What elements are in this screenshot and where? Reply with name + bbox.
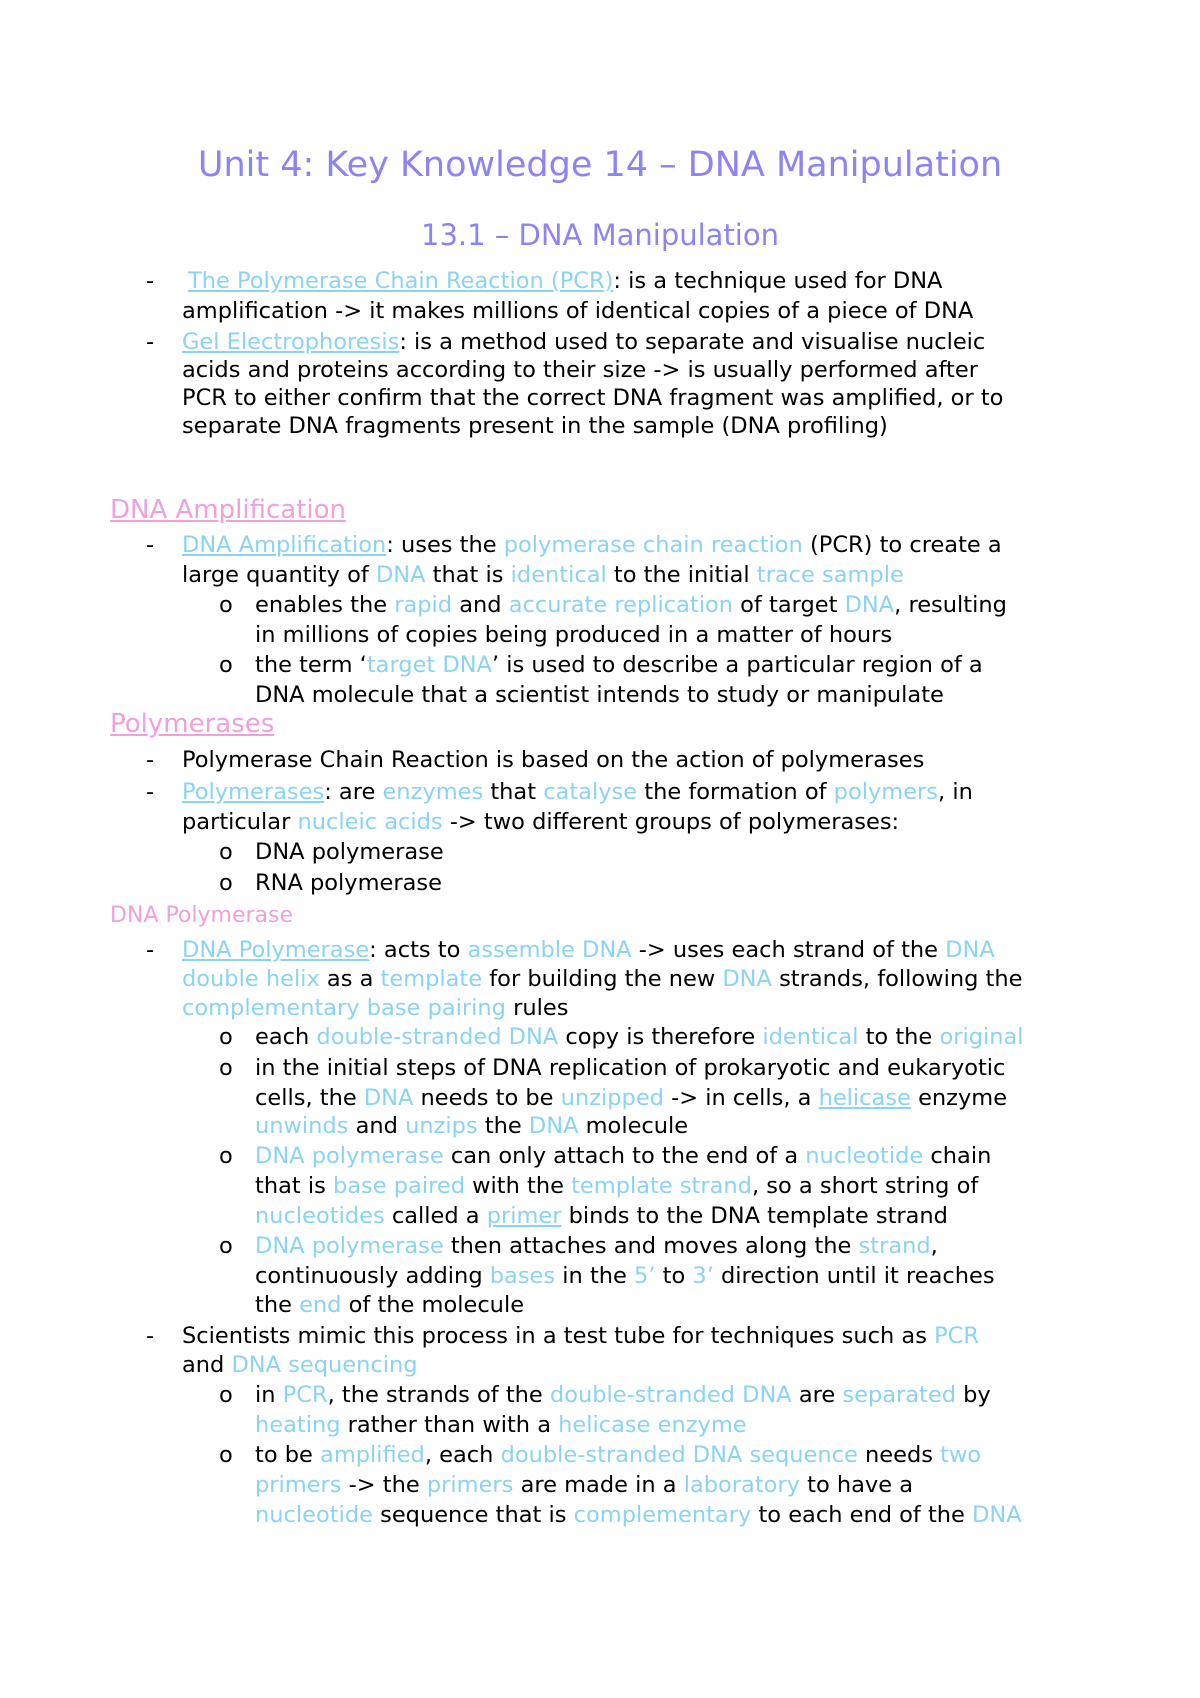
- keyword: nucleotide: [805, 1143, 924, 1169]
- text-run: needs: [857, 1442, 941, 1468]
- text-run: that is: [425, 562, 511, 588]
- keyword: unwinds: [255, 1113, 349, 1139]
- keyword: template strand: [571, 1173, 752, 1199]
- text-run: the formation of: [637, 779, 834, 805]
- text-run: binds to the DNA template strand: [561, 1203, 948, 1229]
- keyword: nucleotides: [255, 1203, 385, 1229]
- dash-bullet: -: [146, 329, 155, 355]
- text-run: enables the: [255, 592, 395, 618]
- gel-definition-line: [182, 327, 985, 357]
- text-run: enzyme: [910, 1085, 1008, 1111]
- text-run: then attaches and moves along the: [443, 1233, 859, 1259]
- text-run: each: [255, 1024, 317, 1050]
- text-run: : is a method used to separate and visualise nucleic: [399, 329, 986, 355]
- sub-point-line: [255, 1201, 948, 1231]
- heading-dna-amplification: DNA Amplification: [110, 495, 346, 525]
- keyword: DNA polymerase: [255, 1233, 444, 1259]
- text-run: rather than with a: [340, 1412, 559, 1438]
- sub-point-line: DNA polymerase: [255, 839, 444, 865]
- circle-bullet: o: [219, 1055, 233, 1081]
- gel-definition-line: acids and proteins according to their size -> is usually performed after: [182, 357, 978, 383]
- keyword: helicase: [818, 1085, 911, 1111]
- text-run: : are: [324, 779, 383, 805]
- text-run: particular: [182, 809, 298, 835]
- keyword: polymerase chain reaction: [503, 532, 803, 558]
- sub-point-line: [255, 1261, 995, 1291]
- dna-polymerase-point-line: [182, 935, 995, 965]
- heading-polymerases: Polymerases: [110, 709, 275, 739]
- sub-point-line: RNA polymerase: [255, 870, 442, 896]
- keyword: target DNA: [366, 652, 492, 678]
- circle-bullet: o: [219, 1143, 233, 1169]
- keyword: double-stranded DNA: [549, 1382, 792, 1408]
- dash-bullet: -: [146, 747, 155, 773]
- circle-bullet: o: [219, 1382, 233, 1408]
- text-run: to be: [255, 1442, 321, 1468]
- text-run: direction until it reaches: [713, 1263, 995, 1289]
- text-run: -> in cells, a: [663, 1085, 819, 1111]
- dna-polymerase-point-line: [182, 1350, 418, 1380]
- keyword: identical: [510, 562, 607, 588]
- text-run: in: [255, 1382, 283, 1408]
- keyword: DNA: [972, 1502, 1022, 1528]
- keyword: trace sample: [756, 562, 904, 588]
- text-run: copy is therefore: [558, 1024, 763, 1050]
- sub-point-line: [255, 1231, 938, 1261]
- text-run: sequence that is: [372, 1502, 574, 1528]
- sub-point-line: [255, 1470, 913, 1500]
- text-run: to: [655, 1263, 693, 1289]
- text-run: large quantity of: [182, 562, 376, 588]
- keyword: laboratory: [683, 1472, 800, 1498]
- dash-bullet: -: [146, 779, 155, 805]
- keyword: unzipped: [560, 1085, 664, 1111]
- text-run: of target: [733, 592, 845, 618]
- sub-point-line: [255, 1290, 524, 1320]
- sub-point-line: in millions of copies being produced in a matter of hours: [255, 622, 893, 648]
- pcr-term: The Polymerase Chain Reaction (PCR): [188, 268, 614, 294]
- keyword: nucleotide: [255, 1502, 373, 1528]
- text-run: -> the: [341, 1472, 427, 1498]
- keyword: catalyse: [543, 779, 638, 805]
- keyword: complementary: [573, 1502, 752, 1528]
- text-run: that: [483, 779, 544, 805]
- keyword: complementary base pairing: [182, 995, 506, 1021]
- keyword: PCR: [934, 1323, 980, 1349]
- keyword: identical: [762, 1024, 859, 1050]
- text-run: to the initial: [606, 562, 757, 588]
- sub-point-line: [255, 1083, 1007, 1113]
- keyword: PCR: [282, 1382, 328, 1408]
- keyword: amplified: [320, 1442, 425, 1468]
- text-run: -> two different groups of polymerases:: [442, 809, 900, 835]
- keyword: base paired: [332, 1173, 465, 1199]
- keyword: DNA: [375, 562, 426, 588]
- circle-bullet: o: [219, 652, 233, 678]
- amplification-definition-line: [182, 560, 904, 590]
- text-run: continuously adding: [255, 1263, 490, 1289]
- text-run: : acts to: [369, 937, 468, 963]
- polymerases-point-line: Polymerase Chain Reaction is based on the action of polymerases: [182, 747, 925, 773]
- polymerases-point-line: [182, 807, 899, 837]
- circle-bullet: o: [219, 1442, 233, 1468]
- text-run: to have a: [799, 1472, 914, 1498]
- keyword: double helix: [182, 966, 320, 992]
- keyword: enzymes: [382, 779, 484, 805]
- circle-bullet: o: [219, 592, 233, 618]
- pcr-definition-line: [188, 266, 942, 296]
- keyword: DNA: [945, 937, 995, 963]
- circle-bullet: o: [219, 1024, 233, 1050]
- text-run: (PCR) to create a: [802, 532, 1002, 558]
- text-run: in the: [555, 1263, 635, 1289]
- text-run: , so a short string of: [751, 1173, 979, 1199]
- pcr-definition-line: amplification -> it makes millions of identical copies of a piece of DNA: [182, 298, 974, 324]
- keyword: 5’: [634, 1263, 656, 1289]
- term: DNA Polymerase: [182, 937, 370, 963]
- gel-term: Gel Electrophoresis: [182, 329, 400, 355]
- sub-point-line: [255, 1410, 747, 1440]
- keyword: DNA: [722, 966, 772, 992]
- text-run: called a: [384, 1203, 487, 1229]
- text-run: that is: [255, 1173, 333, 1199]
- circle-bullet: o: [219, 870, 233, 896]
- circle-bullet: o: [219, 839, 233, 865]
- keyword: strand: [858, 1233, 931, 1259]
- text-run: -> uses each strand of the: [631, 937, 946, 963]
- page-title: Unit 4: Key Knowledge 14 – DNA Manipulation: [197, 145, 1003, 185]
- keyword: template: [380, 966, 483, 992]
- text-run: can only attach to the end of a: [443, 1143, 806, 1169]
- sub-point-line: [255, 1440, 981, 1470]
- keyword: primers: [426, 1472, 514, 1498]
- sub-point-line: [255, 650, 983, 680]
- circle-bullet: o: [219, 1233, 233, 1259]
- term: Polymerases: [182, 779, 325, 805]
- text-run: , in: [938, 779, 973, 805]
- text-run: by: [956, 1382, 991, 1408]
- text-run: with the: [464, 1173, 572, 1199]
- dash-bullet: -: [146, 268, 155, 294]
- keyword: bases: [489, 1263, 556, 1289]
- text-run: the term ‘: [255, 652, 367, 678]
- keyword: original: [939, 1024, 1024, 1050]
- sub-point-line: [255, 1380, 991, 1410]
- text-run: molecule: [578, 1113, 689, 1139]
- text-run: needs to be: [413, 1085, 561, 1111]
- keyword: primers: [255, 1472, 342, 1498]
- dna-polymerase-point-line: [182, 993, 568, 1023]
- heading-dna-polymerase: DNA Polymerase: [110, 903, 294, 928]
- sub-point-line: [255, 590, 1007, 620]
- sub-point-line: [255, 1141, 991, 1171]
- sub-point-line: in the initial steps of DNA replication of prokaryotic and eukaryotic: [255, 1055, 1006, 1081]
- text-run: Scientists mimic this process in a test tube for techniques such as: [182, 1323, 935, 1349]
- keyword: DNA polymerase: [255, 1143, 444, 1169]
- text-run: , the strands of the: [327, 1382, 550, 1408]
- text-run: : uses the: [386, 532, 504, 558]
- sub-point-line: DNA molecule that a scientist intends to study or manipulate: [255, 682, 944, 708]
- amplification-definition-line: [182, 530, 1002, 560]
- keyword: two: [940, 1442, 982, 1468]
- keyword: double-stranded DNA: [316, 1024, 559, 1050]
- sub-point-line: [255, 1111, 688, 1141]
- sub-point-line: [255, 1500, 1022, 1530]
- keyword: heating: [255, 1412, 341, 1438]
- keyword: 3’: [692, 1263, 714, 1289]
- keyword: assemble DNA: [467, 937, 632, 963]
- keyword: double-stranded DNA sequence: [500, 1442, 858, 1468]
- keyword: accurate replication: [508, 592, 734, 618]
- keyword: nucleic acids: [297, 809, 443, 835]
- sub-point-line: [255, 1022, 1024, 1052]
- text-run: , resulting: [894, 592, 1007, 618]
- text-run: and: [182, 1352, 232, 1378]
- text-run: the: [477, 1113, 529, 1139]
- text-run: for building the new: [482, 966, 723, 992]
- text-run: to each end of the: [751, 1502, 973, 1528]
- keyword: end: [299, 1292, 342, 1318]
- keyword: DNA: [528, 1113, 579, 1139]
- text-run: and: [452, 592, 509, 618]
- dash-bullet: -: [146, 1323, 155, 1349]
- term: DNA Amplification: [182, 532, 387, 558]
- polymerases-point-line: [182, 777, 973, 807]
- text-run: are made in a: [513, 1472, 684, 1498]
- text-run: the: [255, 1292, 300, 1318]
- text-run: of the molecule: [341, 1292, 525, 1318]
- section-subtitle: 13.1 – DNA Manipulation: [421, 218, 779, 252]
- dash-bullet: -: [146, 532, 155, 558]
- text-run: ’ is used to describe a particular region of a: [491, 652, 983, 678]
- text-run: chain: [923, 1143, 992, 1169]
- text-run: strands, following the: [771, 966, 1023, 992]
- text-run: as a: [319, 966, 381, 992]
- sub-point-line: [255, 1171, 978, 1201]
- gel-definition-line: PCR to either confirm that the correct DNA fragment was amplified, or to: [182, 385, 1004, 411]
- keyword: separated: [842, 1382, 956, 1408]
- text-run: : is a technique used for DNA: [613, 268, 943, 294]
- gel-definition-line: separate DNA fragments present in the sample (DNA profiling): [182, 413, 888, 439]
- text-run: rules: [505, 995, 569, 1021]
- keyword: DNA: [363, 1085, 414, 1111]
- keyword: rapid: [394, 592, 453, 618]
- keyword: polymers: [833, 779, 939, 805]
- keyword: primer: [486, 1203, 562, 1229]
- dna-polymerase-point-line: [182, 964, 1022, 994]
- text-run: and: [348, 1113, 406, 1139]
- text-run: are: [791, 1382, 843, 1408]
- keyword: unzips: [405, 1113, 478, 1139]
- keyword: DNA sequencing: [231, 1352, 418, 1378]
- keyword: DNA: [844, 592, 895, 618]
- dash-bullet: -: [146, 937, 155, 963]
- dna-polymerase-point-line: [182, 1321, 979, 1351]
- keyword: helicase enzyme: [558, 1412, 747, 1438]
- text-run: , each: [424, 1442, 501, 1468]
- text-run: cells, the: [255, 1085, 364, 1111]
- text-run: to the: [858, 1024, 940, 1050]
- text-run: ,: [930, 1233, 938, 1259]
